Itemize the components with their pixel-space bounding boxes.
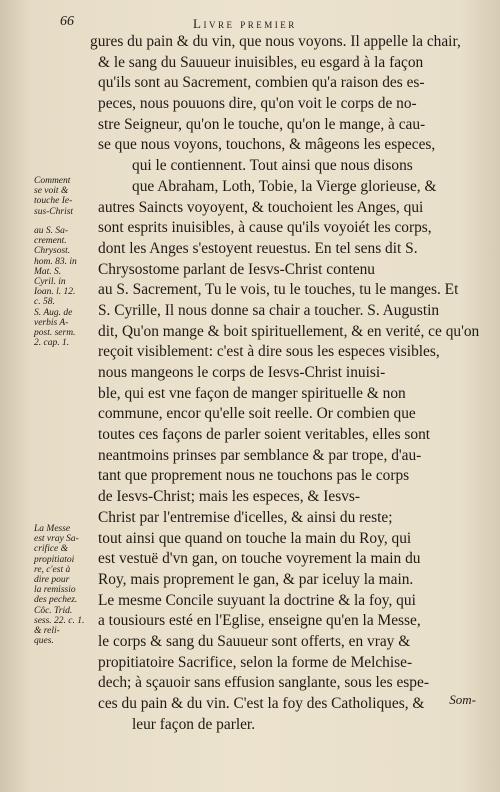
text-line: commune, encor qu'elle soit reelle. Or combien que: [98, 405, 416, 423]
text-line: & le sang du Sauueur inuisibles, eu esgard à la façon: [98, 53, 424, 71]
margin-line: Mat. S.: [34, 266, 62, 277]
text-line: neantmoins prinses par semblance & par trope, d'au-: [98, 446, 422, 464]
margin-line: se voit &: [34, 186, 69, 197]
margin-line: ques.: [34, 636, 54, 647]
margin-note-citations: [34, 226, 98, 348]
text-line: que Abraham, Loth, Tobie, la Vierge glorieuse, &: [132, 177, 437, 195]
text-line: propitiatoire Sacrifice, selon la forme de Melchise-: [98, 653, 413, 671]
body-text: [90, 32, 480, 735]
margin-line: Ioan. l. 12.: [34, 287, 76, 298]
text-line: de Iesvs-Christ; mais les especes, & Iesvs-: [98, 488, 361, 506]
text-line: se que nous voyons, touchons, & mâgeons les especes,: [98, 136, 436, 154]
margin-line: c. 58.: [34, 297, 55, 308]
text-line: stre Seigneur, qu'on le touche, qu'on le mange, à cau-: [98, 115, 426, 133]
margin-line: touche Ie-: [34, 196, 73, 207]
margin-line: sess. 22. c. 1.: [34, 615, 85, 626]
margin-line: crement.: [34, 236, 67, 247]
text-line: toutes ces façons de parler soient veritables, elles sont: [98, 426, 431, 444]
running-head: Livre premier: [193, 16, 297, 31]
margin-line: est vray Sa-: [34, 534, 79, 545]
text-line: peces, nous pouuons dire, qu'on voit le corps de no-: [98, 95, 417, 113]
margin-note-comment: [34, 176, 98, 217]
text-line: est vestuë d'vn gan, on touche voyrement la main du: [98, 550, 421, 568]
text-line: Roy, mais proprement le gan, & par iceluy la main.: [98, 570, 414, 588]
text-line: tant que proprement nous ne touchons pas le corps: [98, 467, 410, 485]
text-line: qui le contiennent. Tout ainsi que nous disons: [132, 157, 413, 175]
margin-line: S. Aug. de: [34, 307, 73, 318]
text-line: ble, qui est vne façon de manger spirituelle & non: [98, 384, 406, 402]
text-line: leur façon de parler.: [132, 715, 256, 733]
text-line: le corps & sang du Sauueur sont offerts, en vray &: [98, 632, 411, 650]
text-line: gures du pain & du vin, que nous voyons. Il appelle la chair,: [90, 33, 461, 50]
margin-line: crifice &: [34, 544, 69, 555]
text-line: dont les Anges s'estoyent reuestus. En tel sens dit S.: [98, 239, 418, 257]
text-line: autres Saincts voyoyent, & touchoient les Anges, qui: [98, 198, 424, 216]
text-line: a tousiours esté en l'Eglise, enseigne qu'en la Messe,: [98, 612, 421, 630]
margin-line: propitiatoi: [34, 554, 75, 565]
text-line: dech; à sçauoir sans effusion sanglante, sous les espe-: [98, 674, 429, 692]
margin-line: dire pour: [34, 574, 70, 585]
margin-line: Cyril. in: [34, 276, 66, 287]
margin-line: au S. Sa-: [34, 226, 69, 236]
text-line: dit, Qu'on mange & boit spirituellement, & en verité, ce qu'on: [98, 322, 480, 340]
catchword: Som-: [449, 692, 476, 707]
margin-line: Chrysost.: [34, 246, 71, 257]
text-line: qu'ils sont au Sacrement, combien qu'a raison des es-: [98, 74, 425, 92]
margin-line: re, c'est à: [34, 564, 71, 575]
text-line: nous mangeons le corps de Iesvs-Christ inuisi-: [98, 364, 386, 381]
text-line: Le mesme Concile suyuant la doctrine & la foy, qui: [98, 591, 416, 609]
margin-line: Comment: [34, 176, 71, 186]
text-line: sont esprits inuisibles, à cause qu'ils voyoiét les corps,: [98, 219, 432, 237]
margin-line: La Messe: [34, 524, 71, 534]
margin-line: verbis A-: [34, 317, 69, 328]
text-line: Christ par l'entremise d'icelles, & ainsi du reste;: [98, 508, 393, 526]
text-line: reçoit visiblement: c'est à dire sous les especes visibles,: [98, 343, 440, 361]
margin-line: des pechez.: [34, 595, 78, 606]
margin-line: sus-Christ: [34, 206, 74, 217]
margin-note-messe: [34, 524, 98, 646]
text-line: tout ainsi que quand on touche la main du Roy, qui: [98, 529, 412, 547]
margin-line: & reli-: [34, 625, 60, 636]
text-line: Chrysostome parlant de Iesvs-Christ contenu: [98, 260, 375, 278]
margin-line: la remissio: [34, 585, 76, 596]
margin-line: 2. cap. 1.: [34, 338, 70, 349]
margin-line: hom. 83. in: [34, 256, 77, 267]
text-line: au S. Sacrement, Tu le vois, tu le touches, tu le manges. Et: [98, 281, 459, 299]
margin-line: post. serm.: [34, 327, 76, 338]
text-line: ces du pain & du vin. C'est la foy des Catholiques, &: [98, 695, 425, 712]
page-number: 66: [60, 14, 74, 29]
text-line: S. Cyrille, Il nous donne sa chair a toucher. S. Augustin: [98, 301, 440, 319]
margin-line: Côc. Trid.: [34, 605, 73, 616]
